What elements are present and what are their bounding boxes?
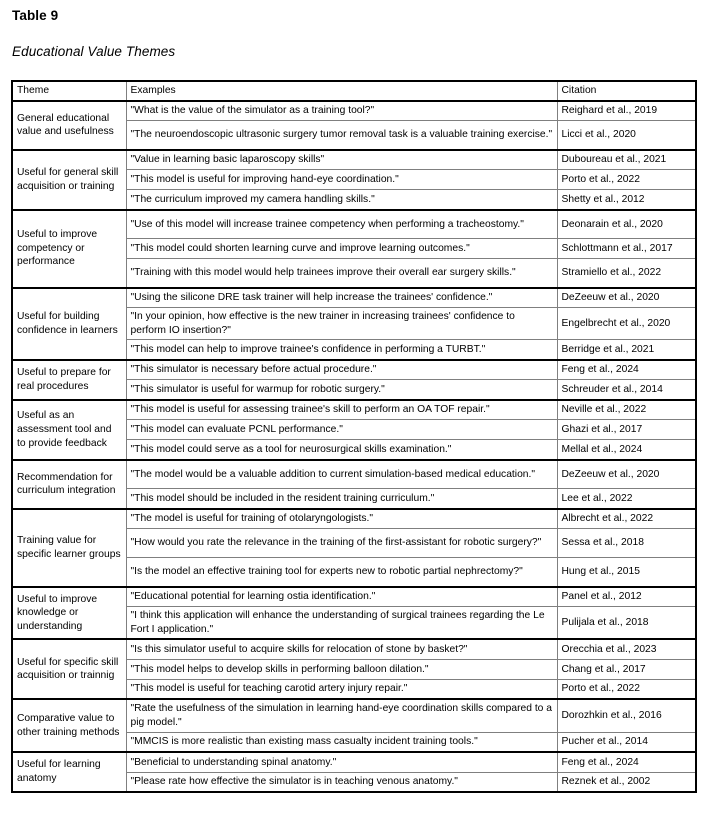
table-header — [12, 81, 696, 101]
theme-cell: Useful for learning anatomy — [12, 752, 126, 792]
theme-cell: Comparative value to other training methods — [12, 699, 126, 752]
citation-cell: Stramiello et al., 2022 — [557, 259, 696, 288]
citation-cell: Chang et al., 2017 — [557, 659, 696, 679]
citation-cell: Pulijala et al., 2018 — [557, 607, 696, 640]
column-header-theme: Theme — [12, 81, 126, 101]
citation-cell: Sessa et al., 2018 — [557, 529, 696, 558]
column-header-examples: Examples — [126, 81, 557, 101]
example-cell: "Using the silicone DRE task trainer will help increase the trainees' confidence." — [126, 288, 557, 308]
theme-cell: General educational value and usefulness — [12, 101, 126, 150]
theme-cell: Recommendation for curriculum integration — [12, 460, 126, 509]
example-cell: "How would you rate the relevance in the training of the first-assistant for robotic surgery?" — [126, 529, 557, 558]
table-row — [12, 639, 696, 659]
table-row — [12, 288, 696, 308]
example-cell: "This model could shorten learning curve and improve learning outcomes." — [126, 239, 557, 259]
theme-cell: Useful to improve knowledge or understanding — [12, 587, 126, 640]
example-cell: "Is the model an effective training tool for experts new to robotic partial nephrectomy?" — [126, 558, 557, 587]
citation-cell: Porto et al., 2022 — [557, 679, 696, 699]
citation-cell: Reighard et al., 2019 — [557, 101, 696, 121]
example-cell: "Value in learning basic laparoscopy skills" — [126, 150, 557, 170]
citation-cell: DeZeeuw et al., 2020 — [557, 460, 696, 489]
example-cell: "The model would be a valuable addition to current simulation-based medical education." — [126, 460, 557, 489]
example-cell: "I think this application will enhance the understanding of surgical trainees regarding the Le Fort I application." — [126, 607, 557, 640]
citation-cell: DeZeeuw et al., 2020 — [557, 288, 696, 308]
theme-cell: Useful to improve competency or performance — [12, 210, 126, 288]
table-caption: Educational Value Themes — [12, 44, 176, 59]
example-cell: "This model is useful for assessing trainee's skill to perform an OA TOF repair." — [126, 400, 557, 420]
example-cell: "Please rate how effective the simulator is in teaching venous anatomy." — [126, 772, 557, 792]
example-cell: "The neuroendoscopic ultrasonic surgery tumor removal task is a valuable training exercise." — [126, 121, 557, 150]
citation-cell: Shetty et al., 2012 — [557, 190, 696, 210]
citation-cell: Panel et al., 2012 — [557, 587, 696, 607]
table-row — [12, 360, 696, 380]
table-row — [12, 210, 696, 239]
table-row — [12, 587, 696, 607]
citation-cell: Ghazi et al., 2017 — [557, 420, 696, 440]
citation-cell: Licci et al., 2020 — [557, 121, 696, 150]
example-cell: "This model is useful for teaching carotid artery injury repair." — [126, 679, 557, 699]
example-cell: "Training with this model would help trainees improve their overall ear surgery skills." — [126, 259, 557, 288]
example-cell: "This model could serve as a tool for neurosurgical skills examination." — [126, 440, 557, 460]
column-header-citation: Citation — [557, 81, 696, 101]
citation-cell: Orecchia et al., 2023 — [557, 639, 696, 659]
example-cell: "In your opinion, how effective is the new trainer in increasing trainees' confidence to perform IO insertion?" — [126, 308, 557, 340]
citation-cell: Feng et al., 2024 — [557, 752, 696, 772]
citation-cell: Hung et al., 2015 — [557, 558, 696, 587]
citation-cell: Deonarain et al., 2020 — [557, 210, 696, 239]
citation-cell: Dorozhkin et al., 2016 — [557, 699, 696, 732]
theme-cell: Useful to prepare for real procedures — [12, 360, 126, 400]
table-row — [12, 460, 696, 489]
citation-cell: Albrecht et al., 2022 — [557, 509, 696, 529]
example-cell: "What is the value of the simulator as a training tool?" — [126, 101, 557, 121]
example-cell: "Rate the usefulness of the simulation in learning hand-eye coordination skills compared to a pig model." — [126, 699, 557, 732]
example-cell: "Educational potential for learning ostia identification." — [126, 587, 557, 607]
table-row — [12, 150, 696, 170]
example-cell: "This model can evaluate PCNL performance." — [126, 420, 557, 440]
table-row — [12, 101, 696, 121]
table-row — [12, 752, 696, 772]
citation-cell: Reznek et al., 2002 — [557, 772, 696, 792]
example-cell: "This simulator is necessary before actual procedure." — [126, 360, 557, 380]
table-row — [12, 699, 696, 732]
theme-cell: Training value for specific learner groups — [12, 509, 126, 587]
citation-cell: Mellal et al., 2024 — [557, 440, 696, 460]
citation-cell: Schreuder et al., 2014 — [557, 380, 696, 400]
example-cell: "This model should be included in the resident training curriculum." — [126, 489, 557, 509]
theme-cell: Useful for building confidence in learners — [12, 288, 126, 360]
citation-cell: Berridge et al., 2021 — [557, 340, 696, 360]
example-cell: "The model is useful for training of otolaryngologists." — [126, 509, 557, 529]
citation-cell: Pucher et al., 2014 — [557, 732, 696, 752]
theme-cell: Useful for specific skill acquisition or trainnig — [12, 639, 126, 699]
citation-cell: Engelbrecht et al., 2020 — [557, 308, 696, 340]
example-cell: "The curriculum improved my camera handling skills." — [126, 190, 557, 210]
table-number: Table 9 — [12, 8, 59, 23]
citation-cell: Schlottmann et al., 2017 — [557, 239, 696, 259]
example-cell: "This model helps to develop skills in performing balloon dilation." — [126, 659, 557, 679]
citation-cell: Duboureau et al., 2021 — [557, 150, 696, 170]
example-cell: "Use of this model will increase trainee competency when performing a tracheostomy." — [126, 210, 557, 239]
example-cell: "This model can help to improve trainee's confidence in performing a TURBT." — [126, 340, 557, 360]
example-cell: "MMCIS is more realistic than existing mass casualty incident training tools." — [126, 732, 557, 752]
example-cell: "This model is useful for improving hand-eye coordination." — [126, 170, 557, 190]
table-row — [12, 509, 696, 529]
theme-cell: Useful as an assessment tool and to provide feedback — [12, 400, 126, 460]
header-row — [12, 81, 696, 101]
citation-cell: Feng et al., 2024 — [557, 360, 696, 380]
table-body — [12, 101, 696, 792]
citation-cell: Lee et al., 2022 — [557, 489, 696, 509]
educational-value-themes-table — [11, 80, 697, 793]
theme-cell: Useful for general skill acquisition or training — [12, 150, 126, 210]
example-cell: "Is this simulator useful to acquire skills for relocation of stone by basket?" — [126, 639, 557, 659]
table-row — [12, 400, 696, 420]
citation-cell: Porto et al., 2022 — [557, 170, 696, 190]
example-cell: "This simulator is useful for warmup for robotic surgery." — [126, 380, 557, 400]
example-cell: "Beneficial to understanding spinal anatomy." — [126, 752, 557, 772]
citation-cell: Neville et al., 2022 — [557, 400, 696, 420]
